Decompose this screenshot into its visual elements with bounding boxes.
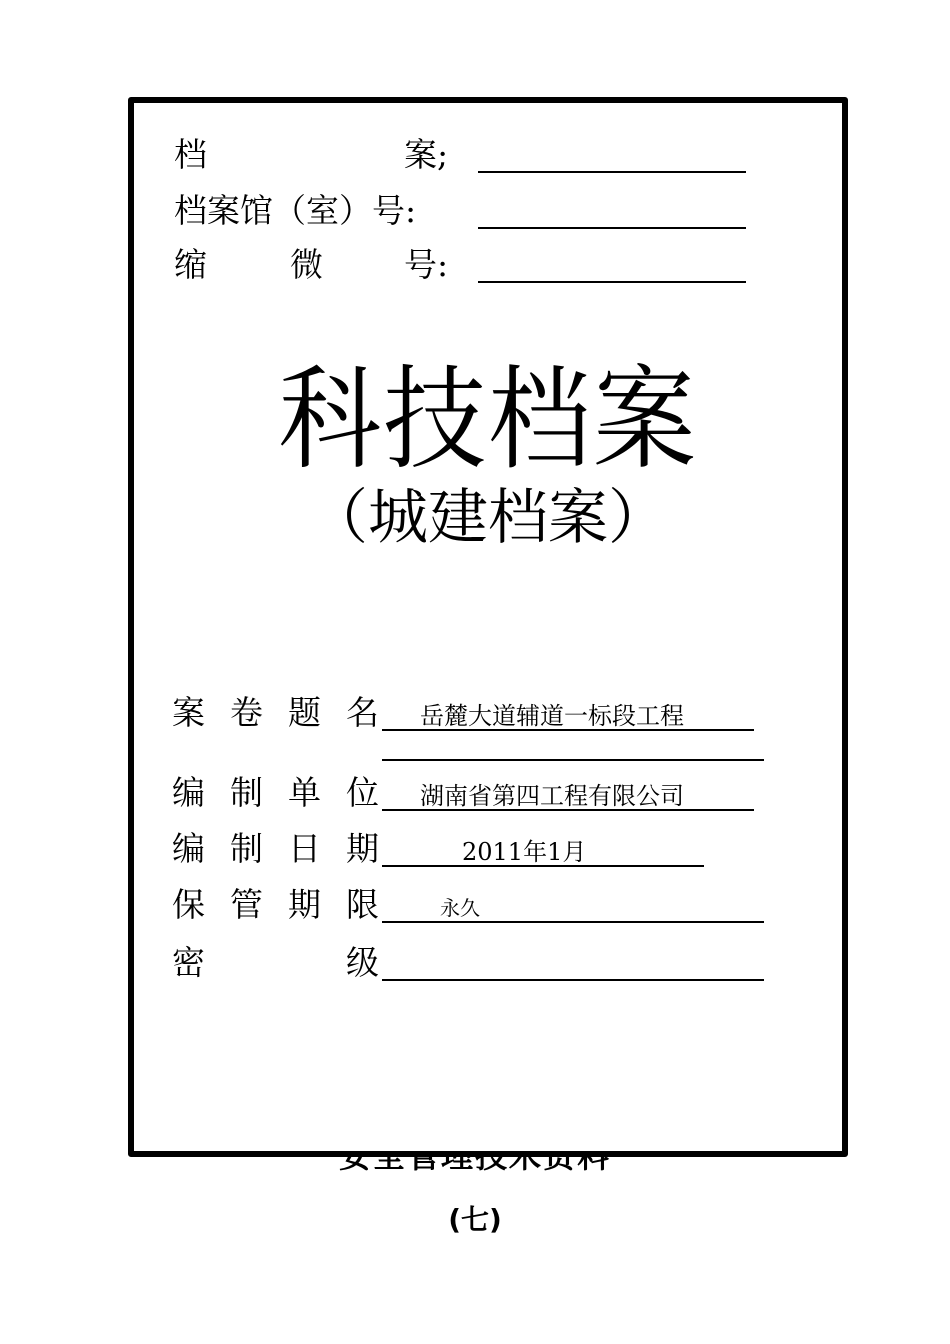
retention-line[interactable] (382, 921, 764, 923)
compiler-label-4: 位 (346, 773, 379, 812)
retention-label-1: 保 (172, 885, 205, 924)
microfilm-label-1: 缩 (174, 245, 207, 284)
archive-label-2: 案; (404, 135, 449, 174)
compiler-label-1: 编 (172, 773, 205, 812)
secrecy-line[interactable] (382, 979, 764, 981)
date-value: 2011年1月 (462, 838, 587, 866)
date-label-3: 日 (288, 829, 321, 868)
case-title-line[interactable] (382, 729, 754, 731)
case-title-line-2[interactable] (382, 759, 764, 761)
retention-label-2: 管 (230, 885, 263, 924)
compiler-label-2: 制 (230, 773, 263, 812)
archive-hall-number-line[interactable] (478, 227, 746, 229)
compiler-value: 湖南省第四工程有限公司 (420, 782, 684, 810)
date-label-1: 编 (172, 829, 205, 868)
archive-hall-label: 档案馆（室）号: (174, 191, 417, 230)
underlying-doc-volume: (七) (448, 1203, 502, 1236)
archive-number-line[interactable] (478, 171, 746, 173)
retention-label-4: 限 (346, 885, 379, 924)
date-label-4: 期 (346, 829, 379, 868)
secrecy-label-1: 密 (172, 943, 205, 982)
case-title-label-3: 题 (288, 693, 321, 732)
case-title-value: 岳麓大道辅道一标段工程 (420, 702, 684, 730)
main-title: 科技档案 (278, 355, 698, 485)
retention-label-3: 期 (288, 885, 321, 924)
case-title-label-4: 名 (346, 693, 379, 732)
cover-frame (128, 97, 848, 1157)
compiler-label-3: 单 (288, 773, 321, 812)
microfilm-label-2: 微 (290, 245, 323, 284)
microfilm-label-3: 号: (404, 245, 449, 284)
case-title-label-2: 卷 (230, 693, 263, 732)
case-title-label-1: 案 (172, 693, 205, 732)
compiler-line[interactable] (382, 809, 754, 811)
date-line[interactable] (382, 865, 704, 867)
secrecy-label-2: 级 (346, 943, 379, 982)
sub-title: （城建档案） (308, 483, 668, 553)
archive-label-1: 档 (174, 135, 207, 174)
retention-value: 永久 (440, 896, 480, 920)
microfilm-number-line[interactable] (478, 281, 746, 283)
date-label-2: 制 (230, 829, 263, 868)
